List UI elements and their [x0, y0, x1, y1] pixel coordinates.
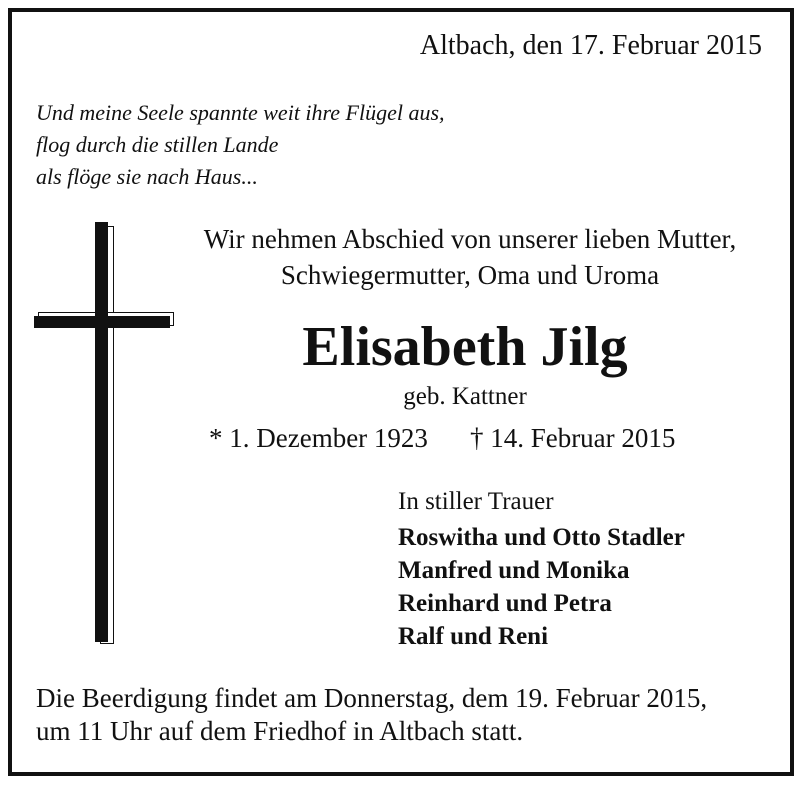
deceased-name: Elisabeth Jilg	[302, 316, 628, 378]
mourner-family: Reinhard und Petra	[398, 590, 612, 617]
cross-bar-vertical	[95, 222, 108, 642]
mourners-heading: In stiller Trauer	[398, 488, 554, 515]
poem-line: flog durch die stillen Lande	[36, 132, 279, 157]
funeral-line: um 11 Uhr auf dem Friedhof in Altbach statt.	[36, 716, 524, 746]
birth-date: * 1. Dezember 1923	[209, 423, 428, 453]
farewell-intro	[170, 221, 770, 293]
cross-icon	[34, 222, 174, 644]
intro-line: Wir nehmen Abschied von unserer lieben Mutter,	[203, 224, 737, 254]
mourner-family: Roswitha und Otto Stadler	[398, 524, 685, 551]
place-date: Altbach, den 17. Februar 2015	[419, 30, 762, 61]
funeral-notice	[36, 682, 707, 748]
life-dates	[209, 420, 675, 456]
funeral-line: Die Beerdigung findet am Donnerstag, dem 19. Februar 2015,	[36, 683, 708, 713]
cross-bar-horizontal	[34, 316, 170, 328]
mourner-family: Ralf und Reni	[398, 623, 549, 650]
mourners	[398, 485, 685, 653]
mourner-family: Manfred und Monika	[398, 557, 630, 584]
poem-line: Und meine Seele spannte weit ihre Flügel aus,	[36, 100, 445, 125]
birth-name: geb. Kattner	[403, 383, 527, 410]
poem-line: als flöge sie nach Haus...	[36, 164, 258, 189]
poem	[36, 97, 445, 193]
intro-line: Schwiegermutter, Oma und Uroma	[280, 260, 660, 290]
death-date: † 14. Februar 2015	[469, 423, 676, 453]
